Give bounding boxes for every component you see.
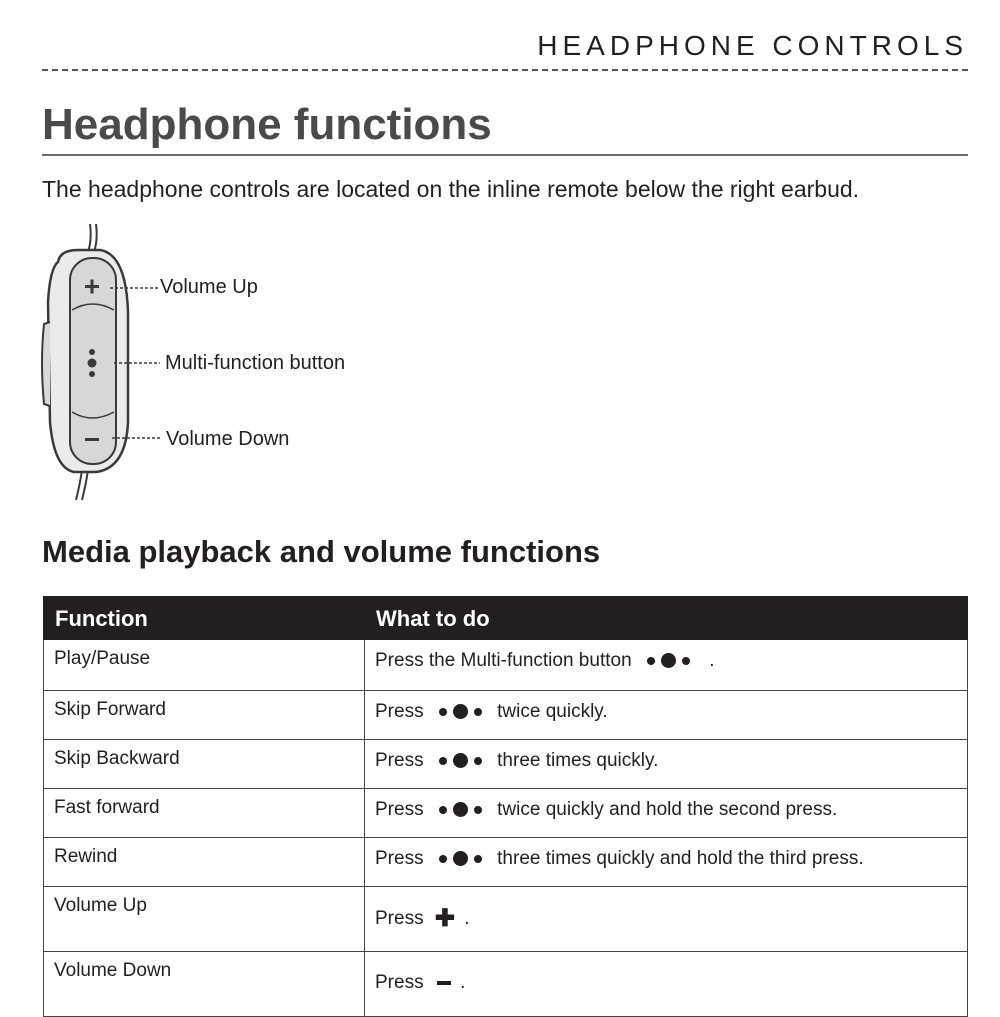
instruction-text: . [464,908,470,929]
instruction-text: Press [375,972,424,993]
running-head: HEADPHONE CONTROLS [537,30,968,61]
table-row [44,640,968,691]
instruction-cell [365,691,968,740]
callout-multi-function-button: Multi-function button [165,352,346,374]
instruction-cell [365,952,968,1017]
table-row [44,789,968,838]
function-cell: Play/Pause [44,640,365,691]
instruction-text: Press [375,750,424,771]
function-cell: Volume Down [44,952,365,1017]
instruction-text: Press [375,848,424,869]
remote-cable-top [88,224,91,252]
instruction-text: Press [375,799,424,820]
function-cell: Skip Forward [44,691,365,740]
callout-volume-up: Volume Up [160,276,258,298]
remote-cable-bottom [82,470,88,500]
multi-function-dots-icon [435,848,486,870]
functions-table [43,596,968,1017]
instruction-cell [365,740,968,789]
intro-text: The headphone controls are located on the inline remote below the right earbud. [42,176,860,202]
table-row [44,691,968,740]
plus-icon: ✚ [434,905,455,932]
column-header-what-to-do: What to do [365,597,968,640]
table-row [44,952,968,1017]
instruction-cell [365,789,968,838]
function-cell: Fast forward [44,789,365,838]
instruction-text: twice quickly and hold the second press. [497,799,838,820]
title-divider [42,154,968,156]
multi-function-dots-icon [435,750,486,772]
function-cell: Rewind [44,838,365,887]
table-row [44,887,968,952]
section-subtitle: Media playback and volume functions [42,534,601,569]
instruction-text: three times quickly. [497,750,659,771]
column-header-function: Function [44,597,365,640]
instruction-cell [365,838,968,887]
multi-function-dots-icon [435,799,486,821]
header-divider [42,69,968,71]
remote-cable-top [94,224,97,252]
multi-function-dots-icon [435,701,486,723]
minus-icon [437,981,451,985]
table-row [44,838,968,887]
table-row [44,740,968,789]
instruction-cell [365,887,968,952]
multi-function-dots-icon [643,650,694,672]
instruction-text: Press the Multi-function button [375,650,632,671]
instruction-text: . [460,972,466,993]
page-title: Headphone functions [42,100,492,149]
instruction-text: Press [375,701,424,722]
function-cell: Volume Up [44,887,365,952]
instruction-text: Press [375,908,424,929]
instruction-cell [365,640,968,691]
functions-table-body [44,640,968,1017]
remote-cable-bottom [76,470,82,500]
callout-volume-down: Volume Down [166,428,290,450]
remote-side-clip [42,322,50,406]
volume-down-minus-icon [85,438,99,441]
instruction-text: three times quickly and hold the third press. [497,848,864,869]
table-header-row [44,597,968,640]
function-cell: Skip Backward [44,740,365,789]
instruction-text: twice quickly. [497,701,608,722]
instruction-text: . [709,650,715,671]
